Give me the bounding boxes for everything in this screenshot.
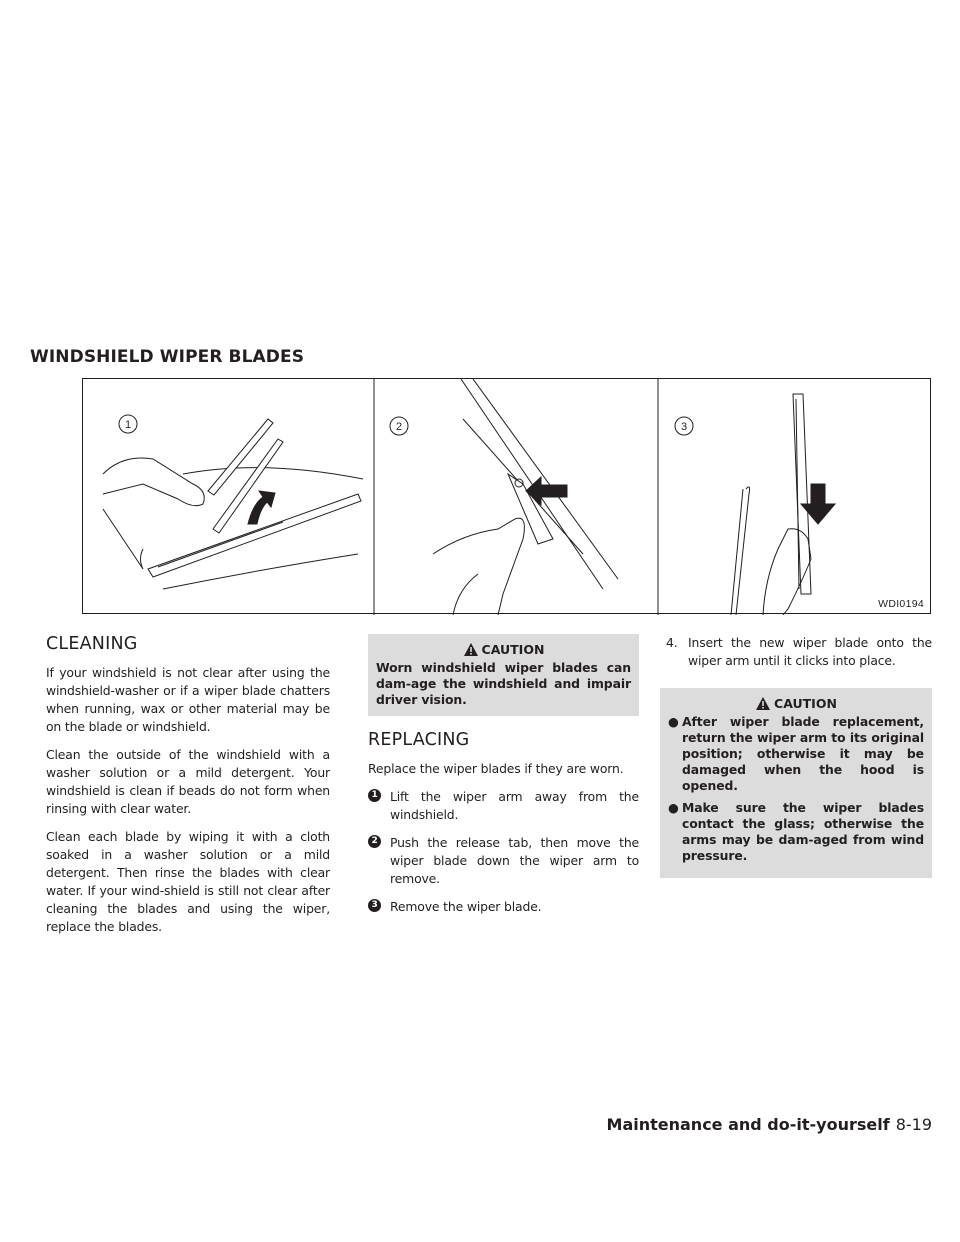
caution-bullet-item: ● Make sure the wiper blades contact the glass; otherwise the arms may be dam-aged from wind pressure.: [668, 800, 924, 863]
panel-3: [675, 394, 835, 615]
cleaning-paragraph: If your windshield is not clear after using the windshield-washer or if a wiper blade chatters when running, wax or other material may be on the blade or windshield.: [46, 665, 330, 734]
panel-number: 2: [395, 421, 403, 433]
cleaning-heading: CLEANING: [46, 634, 138, 654]
step-number-badge: 2: [368, 835, 381, 848]
warning-icon: [463, 642, 479, 657]
bullet-icon: ●: [668, 800, 679, 815]
step-number-badge: 1: [368, 789, 381, 802]
replacing-heading: REPLACING: [368, 730, 470, 750]
illustration-drawing: [83, 379, 932, 615]
step-text: Remove the wiper blade.: [390, 899, 542, 914]
panel-2: [390, 379, 618, 615]
replace-step: [368, 898, 639, 916]
replacing-intro: Replace the wiper blades if they are worn.: [368, 761, 624, 776]
caution-column: [660, 634, 932, 892]
bullet-icon: ●: [668, 714, 679, 729]
wiper-illustration: [82, 378, 931, 614]
caution-bullet-item: ● After wiper blade replacement, return the wiper arm to its original position; otherwise it may be damaged when the hood is opened.: [668, 714, 924, 793]
section-title: WINDSHIELD WIPER BLADES: [30, 347, 305, 367]
cleaning-paragraph: Clean each blade by wiping it with a cloth soaked in a washer solution or a mild detergent. Then rinse the blades with clear water. If your wind-shield is still not clear after cleaning the blades and using the wiper, replace the blades.: [46, 829, 330, 934]
panel-number: 3: [680, 421, 688, 433]
warning-icon: [755, 696, 771, 711]
panel-number: 1: [124, 419, 132, 431]
caution-text: Worn windshield wiper blades can dam-age the windshield and impair driver vision.: [376, 660, 631, 707]
caution-box-worn-blades: [368, 634, 639, 716]
replace-step: [368, 788, 639, 824]
panel-1: [103, 415, 363, 589]
cleaning-paragraph: Clean the outside of the windshield with a washer solution or a mild detergent. Your windshield is clean if beads do not form when rinsing with clear water.: [46, 747, 330, 816]
caution-label: CAUTION: [481, 641, 545, 657]
step-number-badge: 3: [368, 899, 381, 912]
step-text: Lift the wiper arm away from the windshield.: [390, 789, 639, 822]
replacing-column: [368, 634, 639, 926]
page-number: 8-19: [895, 1115, 932, 1134]
step-number: 4.: [666, 635, 678, 650]
replace-step-4: [660, 634, 932, 670]
step-text: Insert the new wiper blade onto the wiper arm until it clicks into place.: [688, 635, 932, 668]
replace-step: [368, 834, 639, 888]
figure-code: WDI0194: [878, 598, 924, 610]
page-footer: [607, 1115, 932, 1134]
caution-box-replacement: [660, 688, 932, 878]
footer-section-name: Maintenance and do-it-yourself: [606, 1115, 890, 1134]
step-text: Push the release tab, then move the wiper blade down the wiper arm to remove.: [390, 835, 639, 886]
caution-label: CAUTION: [774, 695, 837, 711]
cleaning-column: [46, 634, 330, 946]
